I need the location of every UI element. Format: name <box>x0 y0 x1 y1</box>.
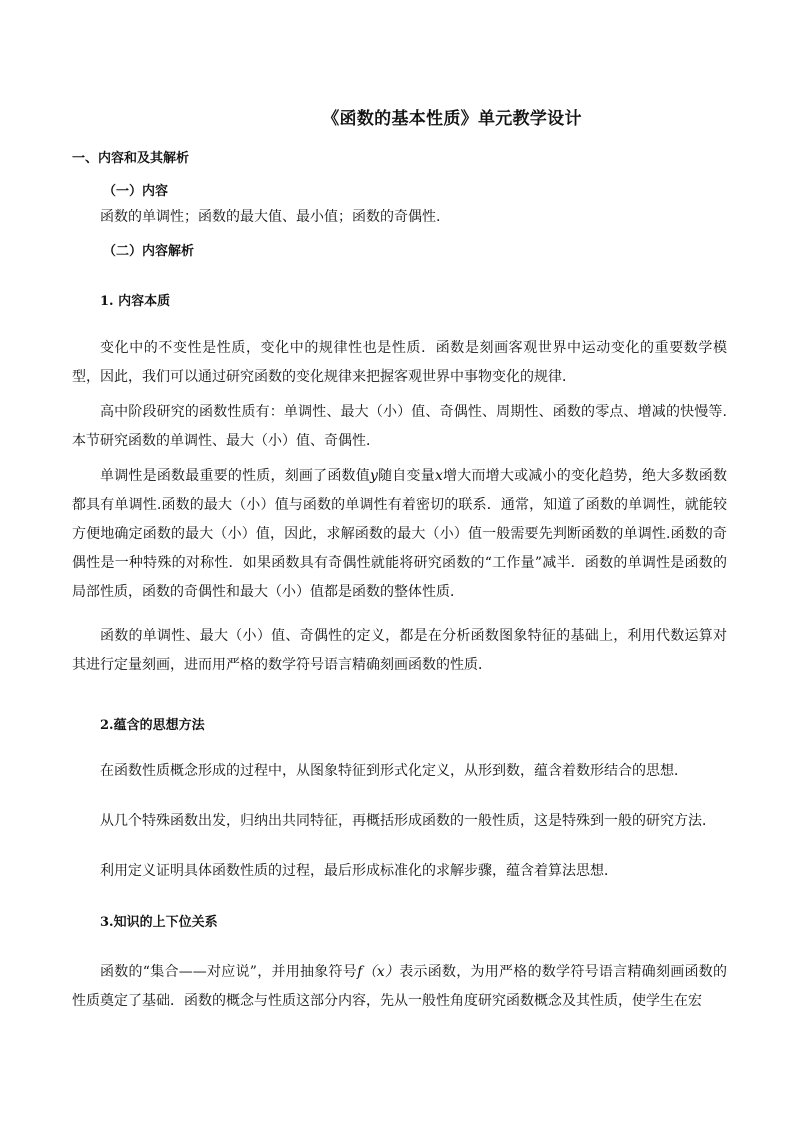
function-notation: f（x） <box>357 964 400 980</box>
document-title: 《函数的基本性质》单元教学设计 <box>322 109 582 129</box>
text-run: 增大而增大或减小的变化趋势，绝大多数函数都具有单调性.函数的最大（小）值与函数的单调性有着密切的联系．通常，知道了函数的单调性，就能较方便地确定函数的最大（小）值，因此，求解函数的最大（小）值一般需要先判断函数的单调性.函数的奇偶性是一种特殊的对称性．如果函数具有奇偶性就能将研究函数的“工作量”减半．函数的单调性是函数的局部性质，函数的奇偶性和最大（小）值都是函数的整体性质． <box>72 468 728 600</box>
subsection-heading-content-analysis: （二）内容解析 <box>103 244 195 259</box>
paragraph-function-properties: 高中阶段研究的函数性质有：单调性、最大（小）值、奇偶性、周期性、函数的零点、增减的快慢等.本节研究函数的单调性、最大（小）值、奇偶性． <box>72 404 727 449</box>
paragraph-definitions: 函数的单调性、最大（小）值、奇偶性的定义，都是在分析函数图象特征的基础上，利用代数运算对其进行定量刻画，进而用严格的数学符号语言精确刻画函数的性质． <box>72 628 727 673</box>
section-heading-content-analysis: 一、内容和及其解析 <box>72 151 190 166</box>
variable-y: y <box>369 468 378 484</box>
subsection-heading-content: （一）内容 <box>103 184 169 199</box>
method-paragraph-1: 在函数性质概念形成的过程中，从图象特征到形式化定义，从形到数，蕴含着数形结合的思想． <box>100 763 688 779</box>
paragraph-relations <box>72 958 727 1016</box>
heading-content-essence: 1. 内容本质 <box>100 294 171 309</box>
method-paragraph-2: 从几个特殊函数出发，归纳出共同特征，再概括形成函数的一般性质，这是特殊到一般的研究方法． <box>100 813 716 829</box>
text-run: 单调性是函数最重要的性质，刻画了函数值 <box>100 468 370 484</box>
heading-thinking-methods: 2.蕴含的思想方法 <box>100 718 205 733</box>
content-paragraph: 函数的单调性；函数的最大值、最小值；函数的奇偶性. <box>100 209 441 225</box>
text-run: 表示函数，为用严格的数学符号语言精确刻画函数的性质奠定了基础．函数的概念与性质这部分内容，先从一般性角度研究函数概念及其性质，使学生在宏 <box>72 964 727 1009</box>
text-run: 随自变量 <box>377 468 435 484</box>
method-paragraph-3: 利用定义证明具体函数性质的过程，最后形成标准化的求解步骤，蕴含着算法思想． <box>100 863 618 879</box>
paragraph-monotonicity <box>72 462 727 607</box>
variable-x: x <box>434 468 443 484</box>
heading-knowledge-relations: 3.知识的上下位关系 <box>100 915 218 930</box>
paragraph-invariance: 变化中的不变性是性质，变化中的规律性也是性质．函数是刻画客观世界中运动变化的重要数学模型，因此，我们可以通过研究函数的变化规律来把握客观世界中事物变化的规律． <box>72 340 727 385</box>
text-run: 函数的“集合——对应说”，并用抽象符号 <box>100 964 358 980</box>
